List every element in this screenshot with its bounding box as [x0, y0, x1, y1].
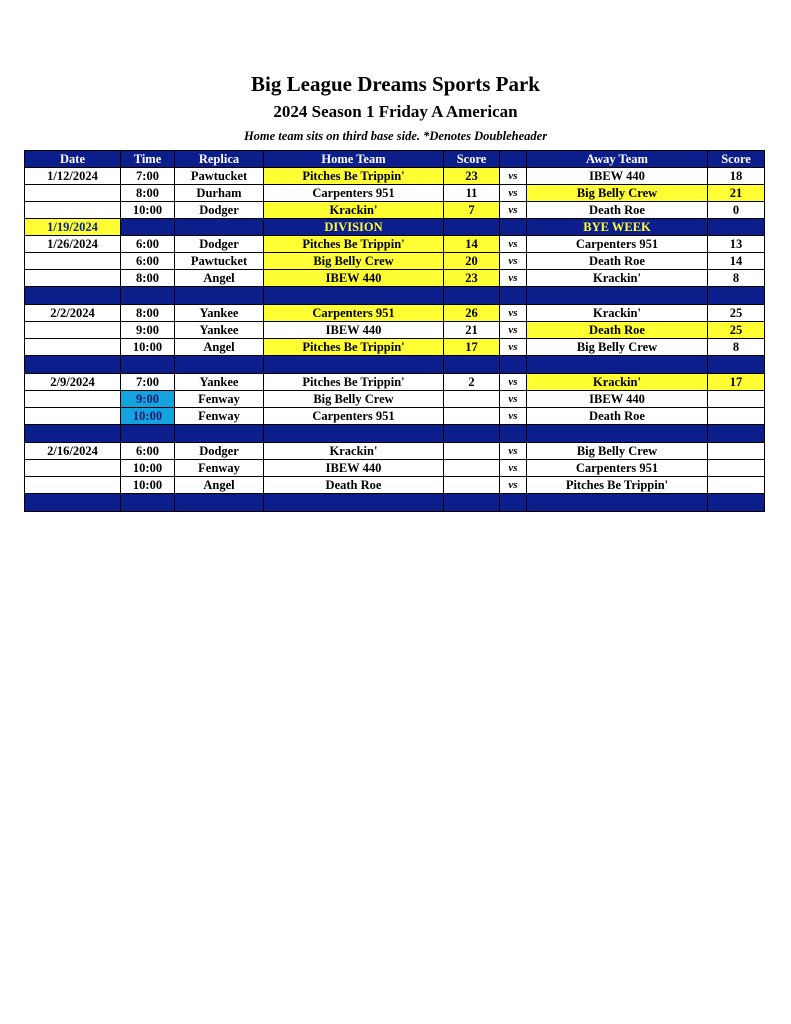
date-cell [25, 270, 121, 287]
date-cell [25, 322, 121, 339]
date-cell: 2/2/2024 [25, 305, 121, 322]
separator-cell [121, 356, 175, 374]
vs-cell: vs [500, 253, 527, 270]
game-row [25, 236, 765, 253]
home-score-cell [444, 443, 500, 460]
vs-cell: vs [500, 270, 527, 287]
away-score-cell [708, 391, 765, 408]
away-team-cell: Carpenters 951 [527, 236, 708, 253]
away-team-cell: Death Roe [527, 202, 708, 219]
replica-cell: Pawtucket [175, 168, 264, 185]
column-header: Replica [175, 151, 264, 168]
time-cell: 9:00 [121, 322, 175, 339]
away-team-cell: Death Roe [527, 408, 708, 425]
game-row [25, 305, 765, 322]
home-score-cell [444, 408, 500, 425]
separator-cell [500, 494, 527, 512]
date-cell [25, 408, 121, 425]
separator-cell [121, 494, 175, 512]
replica-cell: Angel [175, 339, 264, 356]
away-team-cell: Krackin' [527, 305, 708, 322]
home-score-cell: 20 [444, 253, 500, 270]
away-score-cell [708, 219, 765, 236]
separator-cell [264, 287, 444, 305]
vs-cell [500, 219, 527, 236]
away-score-cell [708, 408, 765, 425]
away-score-cell: 8 [708, 270, 765, 287]
home-team-cell: Pitches Be Trippin' [264, 339, 444, 356]
replica-cell: Dodger [175, 443, 264, 460]
vs-cell: vs [500, 391, 527, 408]
game-row [25, 460, 765, 477]
away-team-cell: Big Belly Crew [527, 185, 708, 202]
date-cell [25, 391, 121, 408]
replica-cell: Angel [175, 477, 264, 494]
away-score-cell [708, 443, 765, 460]
time-cell: 6:00 [121, 236, 175, 253]
time-cell: 6:00 [121, 253, 175, 270]
week-separator-row [25, 356, 765, 374]
replica-cell: Pawtucket [175, 253, 264, 270]
column-header: Time [121, 151, 175, 168]
game-row [25, 270, 765, 287]
separator-cell [500, 356, 527, 374]
away-team-cell: Big Belly Crew [527, 443, 708, 460]
date-cell [25, 185, 121, 202]
column-header: Away Team [527, 151, 708, 168]
away-team-cell: Death Roe [527, 253, 708, 270]
separator-cell [25, 494, 121, 512]
home-team-cell: Pitches Be Trippin' [264, 374, 444, 391]
replica-cell: Yankee [175, 305, 264, 322]
game-row [25, 477, 765, 494]
home-team-cell: Pitches Be Trippin' [264, 168, 444, 185]
time-cell: 10:00 [121, 460, 175, 477]
date-cell: 1/19/2024 [25, 219, 121, 236]
time-cell: 8:00 [121, 305, 175, 322]
column-header: Score [708, 151, 765, 168]
game-row [25, 391, 765, 408]
separator-cell [444, 494, 500, 512]
week-separator-row [25, 425, 765, 443]
home-score-cell [444, 460, 500, 477]
separator-cell [121, 425, 175, 443]
week-separator-row [25, 494, 765, 512]
away-score-cell: 25 [708, 305, 765, 322]
away-team-cell: Carpenters 951 [527, 460, 708, 477]
home-team-cell: Pitches Be Trippin' [264, 236, 444, 253]
game-row [25, 253, 765, 270]
time-cell: 10:00 [121, 202, 175, 219]
vs-cell: vs [500, 339, 527, 356]
separator-cell [121, 287, 175, 305]
separator-cell [708, 356, 765, 374]
away-team-cell: IBEW 440 [527, 168, 708, 185]
separator-cell [444, 356, 500, 374]
separator-cell [175, 356, 264, 374]
away-score-cell: 8 [708, 339, 765, 356]
home-team-cell: Carpenters 951 [264, 185, 444, 202]
replica-cell: Yankee [175, 374, 264, 391]
replica-cell: Dodger [175, 202, 264, 219]
home-score-cell: 23 [444, 270, 500, 287]
home-score-cell: 17 [444, 339, 500, 356]
away-score-cell: 18 [708, 168, 765, 185]
home-score-cell [444, 219, 500, 236]
vs-cell: vs [500, 236, 527, 253]
time-cell: 10:00 [121, 408, 175, 425]
game-row [25, 185, 765, 202]
separator-cell [500, 425, 527, 443]
away-team-cell: Death Roe [527, 322, 708, 339]
home-team-cell: Krackin' [264, 202, 444, 219]
away-team-cell: Krackin' [527, 270, 708, 287]
separator-cell [708, 287, 765, 305]
away-score-cell: 25 [708, 322, 765, 339]
away-team-cell: Pitches Be Trippin' [527, 477, 708, 494]
away-score-cell: 21 [708, 185, 765, 202]
away-score-cell: 13 [708, 236, 765, 253]
away-score-cell [708, 477, 765, 494]
column-header [500, 151, 527, 168]
page-note: Home team sits on third base side. *Denotes Doubleheader [243, 129, 548, 143]
separator-cell [527, 287, 708, 305]
date-cell: 2/9/2024 [25, 374, 121, 391]
home-score-cell: 7 [444, 202, 500, 219]
home-team-cell: IBEW 440 [264, 460, 444, 477]
home-team-cell: Carpenters 951 [264, 408, 444, 425]
separator-cell [708, 494, 765, 512]
home-team-cell: Death Roe [264, 477, 444, 494]
week-separator-row [25, 287, 765, 305]
separator-cell [527, 425, 708, 443]
replica-cell: Angel [175, 270, 264, 287]
page-subtitle: 2024 Season 1 Friday A American [273, 102, 518, 121]
game-row [25, 202, 765, 219]
column-header: Home Team [264, 151, 444, 168]
replica-cell: Fenway [175, 408, 264, 425]
date-cell [25, 460, 121, 477]
time-cell: 8:00 [121, 270, 175, 287]
away-score-cell: 0 [708, 202, 765, 219]
replica-cell [175, 219, 264, 236]
away-team-cell: Krackin' [527, 374, 708, 391]
bye-week-row [25, 219, 765, 236]
time-cell [121, 219, 175, 236]
page-title: Big League Dreams Sports Park [251, 72, 540, 96]
separator-cell [264, 425, 444, 443]
separator-cell [444, 287, 500, 305]
separator-cell [708, 425, 765, 443]
separator-cell [527, 356, 708, 374]
home-team-cell: Carpenters 951 [264, 305, 444, 322]
vs-cell: vs [500, 477, 527, 494]
separator-cell [175, 287, 264, 305]
home-team-cell: IBEW 440 [264, 322, 444, 339]
vs-cell: vs [500, 460, 527, 477]
home-score-cell [444, 477, 500, 494]
date-cell [25, 202, 121, 219]
bye-home-label: DIVISION [264, 219, 444, 236]
game-row [25, 408, 765, 425]
separator-cell [264, 494, 444, 512]
replica-cell: Yankee [175, 322, 264, 339]
game-row [25, 322, 765, 339]
date-cell: 1/26/2024 [25, 236, 121, 253]
time-cell: 10:00 [121, 477, 175, 494]
game-row [25, 443, 765, 460]
vs-cell: vs [500, 322, 527, 339]
away-score-cell: 14 [708, 253, 765, 270]
vs-cell: vs [500, 443, 527, 460]
home-score-cell: 2 [444, 374, 500, 391]
vs-cell: vs [500, 168, 527, 185]
date-cell [25, 477, 121, 494]
column-header: Score [444, 151, 500, 168]
home-score-cell: 21 [444, 322, 500, 339]
vs-cell: vs [500, 408, 527, 425]
time-cell: 8:00 [121, 185, 175, 202]
vs-cell: vs [500, 374, 527, 391]
date-cell [25, 253, 121, 270]
replica-cell: Fenway [175, 391, 264, 408]
time-cell: 9:00 [121, 391, 175, 408]
separator-cell [527, 494, 708, 512]
home-score-cell: 26 [444, 305, 500, 322]
home-team-cell: Krackin' [264, 443, 444, 460]
date-cell: 2/16/2024 [25, 443, 121, 460]
replica-cell: Durham [175, 185, 264, 202]
game-row [25, 168, 765, 185]
date-cell: 1/12/2024 [25, 168, 121, 185]
header-row [25, 151, 765, 168]
time-cell: 7:00 [121, 168, 175, 185]
home-score-cell [444, 391, 500, 408]
replica-cell: Fenway [175, 460, 264, 477]
home-team-cell: Big Belly Crew [264, 253, 444, 270]
home-team-cell: Big Belly Crew [264, 391, 444, 408]
separator-cell [264, 356, 444, 374]
away-team-cell: IBEW 440 [527, 391, 708, 408]
vs-cell: vs [500, 305, 527, 322]
away-score-cell: 17 [708, 374, 765, 391]
separator-cell [175, 494, 264, 512]
separator-cell [175, 425, 264, 443]
separator-cell [25, 425, 121, 443]
schedule-table [24, 150, 765, 512]
time-cell: 10:00 [121, 339, 175, 356]
home-score-cell: 14 [444, 236, 500, 253]
game-row [25, 339, 765, 356]
home-score-cell: 11 [444, 185, 500, 202]
time-cell: 6:00 [121, 443, 175, 460]
date-cell [25, 339, 121, 356]
away-team-cell: Big Belly Crew [527, 339, 708, 356]
time-cell: 7:00 [121, 374, 175, 391]
separator-cell [25, 356, 121, 374]
separator-cell [444, 425, 500, 443]
away-score-cell [708, 460, 765, 477]
bye-away-label: BYE WEEK [527, 219, 708, 236]
separator-cell [500, 287, 527, 305]
column-header: Date [25, 151, 121, 168]
home-score-cell: 23 [444, 168, 500, 185]
separator-cell [25, 287, 121, 305]
schedule-body [25, 168, 765, 512]
vs-cell: vs [500, 202, 527, 219]
game-row [25, 374, 765, 391]
home-team-cell: IBEW 440 [264, 270, 444, 287]
replica-cell: Dodger [175, 236, 264, 253]
vs-cell: vs [500, 185, 527, 202]
